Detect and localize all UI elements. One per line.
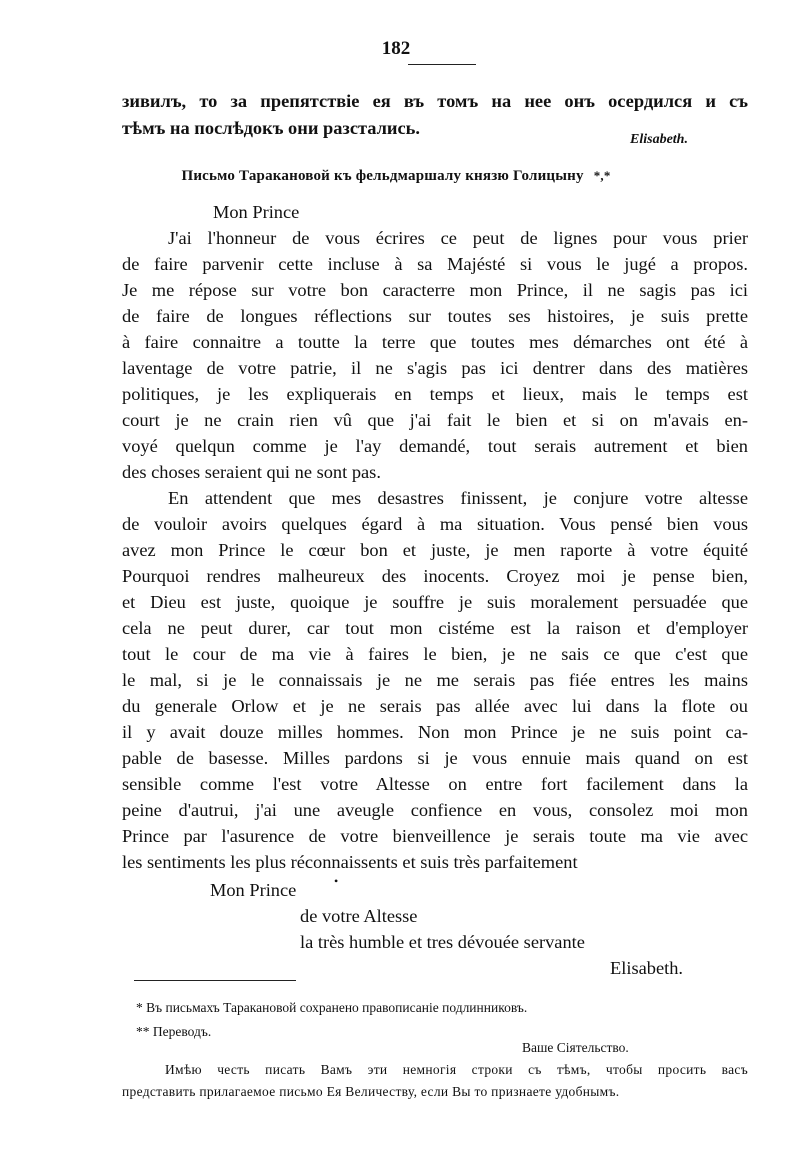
paragraph1-line-1: J'ai l'honneur de vous écrires ce peut de lignes pour vous prier: [168, 228, 748, 248]
letter-heading: [0, 168, 792, 185]
heading-footnote-mark: *,*: [593, 168, 611, 183]
letter-heading-text: Письмо Таракановой къ фельдмаршалу князю Голицыну: [181, 168, 584, 184]
translation-salutation: Ваше Сіятельство.: [522, 1040, 629, 1055]
paragraph2-line-2: de vouloir avoirs quelques égard à ma situation. Vous pensé bien vous: [122, 514, 748, 534]
page-number: 182: [381, 38, 411, 59]
paragraph1-line-2: de faire parvenir cette incluse à sa Majésté si vous le jugé a propos.: [122, 254, 748, 274]
paragraph2-line-3: avez mon Prince le cœur bon et juste, je men raporte à votre équité: [122, 540, 748, 560]
closing-signature: Elisabeth.: [610, 958, 684, 978]
paragraph2-line-8: le mal, si je le connaissais je ne me serais pas fiée entres les mains: [122, 670, 748, 690]
paragraph1-line-3: Je me répose sur votre bon caracterre mon Prince, il ne sagis pas ici: [122, 280, 748, 300]
page-number-rule: [408, 64, 476, 65]
paragraph2-line-6: cela ne peut durer, car tout mon cistéme est la raison et d'employer: [122, 618, 748, 638]
paragraph2-line-11: pable de basesse. Milles pardons si je vous ennuie mais quand on est: [122, 748, 748, 768]
paragraph1-line-6: laventage de votre patrie, il ne s'agis pas ici dentrer dans des matières: [122, 358, 748, 378]
paragraph2-line-10: il y avait douze milles hommes. Non mon Prince je ne suis point ca-: [122, 722, 748, 742]
footnote-1: * Въ письмахъ Таракановой сохранено правописаніе подлинниковъ.: [136, 1000, 528, 1015]
translation-line-1: Имѣю честь писать Вамъ эти немногія строки съ тѣмъ, чтобы просить васъ: [165, 1062, 748, 1077]
paragraph1-line-8: court je ne crain rien vû que j'ai fait le bien et si on m'avais en-: [122, 410, 748, 430]
paragraph1-line-5: à faire connaitre a toutte la terre que toutes mes démarches ont été à: [122, 332, 748, 352]
footnote-rule: [134, 980, 296, 981]
translation-line-2: представить прилагаемое письмо Ея Величеству, если Вы то признаете удобнымъ.: [122, 1084, 620, 1099]
closing-mon-prince: Mon Prince: [210, 880, 297, 900]
paragraph2-line-7: tout le cour de ma vie à faires le bien, je ne sais ce que c'est que: [122, 644, 748, 664]
closing-altesse: de votre Altesse: [300, 906, 418, 926]
closing-mark: •: [334, 874, 339, 888]
paragraph2-line-13: peine d'autrui, j'ai une aveugle confience en vous, consolez moi mon: [122, 800, 748, 820]
top-paragraph-line-2: тѣмъ на послѣдокъ они разстались.: [122, 118, 421, 138]
paragraph2-line-9: du generale Orlow et je ne serais pas allée avec lui dans la flote ou: [122, 696, 748, 716]
paragraph2-line-12: sensible comme l'est votre Altesse on entre fort facilement dans la: [122, 774, 748, 794]
top-paragraph-line-1: зивилъ, то за препятствіе ея въ томъ на нее онъ осердился и съ: [122, 91, 748, 111]
paragraph2-line-5: et Dieu est juste, quoique je souffre je suis moralement persuadée que: [122, 592, 748, 612]
paragraph2-line-14: Prince par l'asurence de votre bienveillence je serais toute ma vie avec: [122, 826, 748, 846]
paragraph1-line-4: de faire de longues réflections sur toutes ses histoires, je suis prette: [122, 306, 748, 326]
paragraph2-line-15: les sentiments les plus réconnaissents et suis très parfaitement: [122, 852, 578, 872]
salutation: Mon Prince: [213, 202, 300, 222]
paragraph2-line-1: En attendent que mes desastres finissent, je conjure votre altesse: [168, 488, 748, 508]
paragraph1-line-9: voyé quelqun comme je l'ay demandé, tout serais autrement et bien: [122, 436, 748, 456]
closing-servante: la très humble et tres dévouée servante: [300, 932, 585, 952]
top-signature: Elisabeth.: [630, 132, 688, 147]
footnote-2: ** Переводъ.: [136, 1024, 212, 1039]
paragraph1-line-10: des choses seraient qui ne sont pas.: [122, 462, 381, 482]
paragraph1-line-7: politiques, je les expliquerais en temps et lieux, mais le temps est: [122, 384, 748, 404]
paragraph2-line-4: Pourquoi rendres malheureux des inocents. Croyez moi je pense bien,: [122, 566, 748, 586]
